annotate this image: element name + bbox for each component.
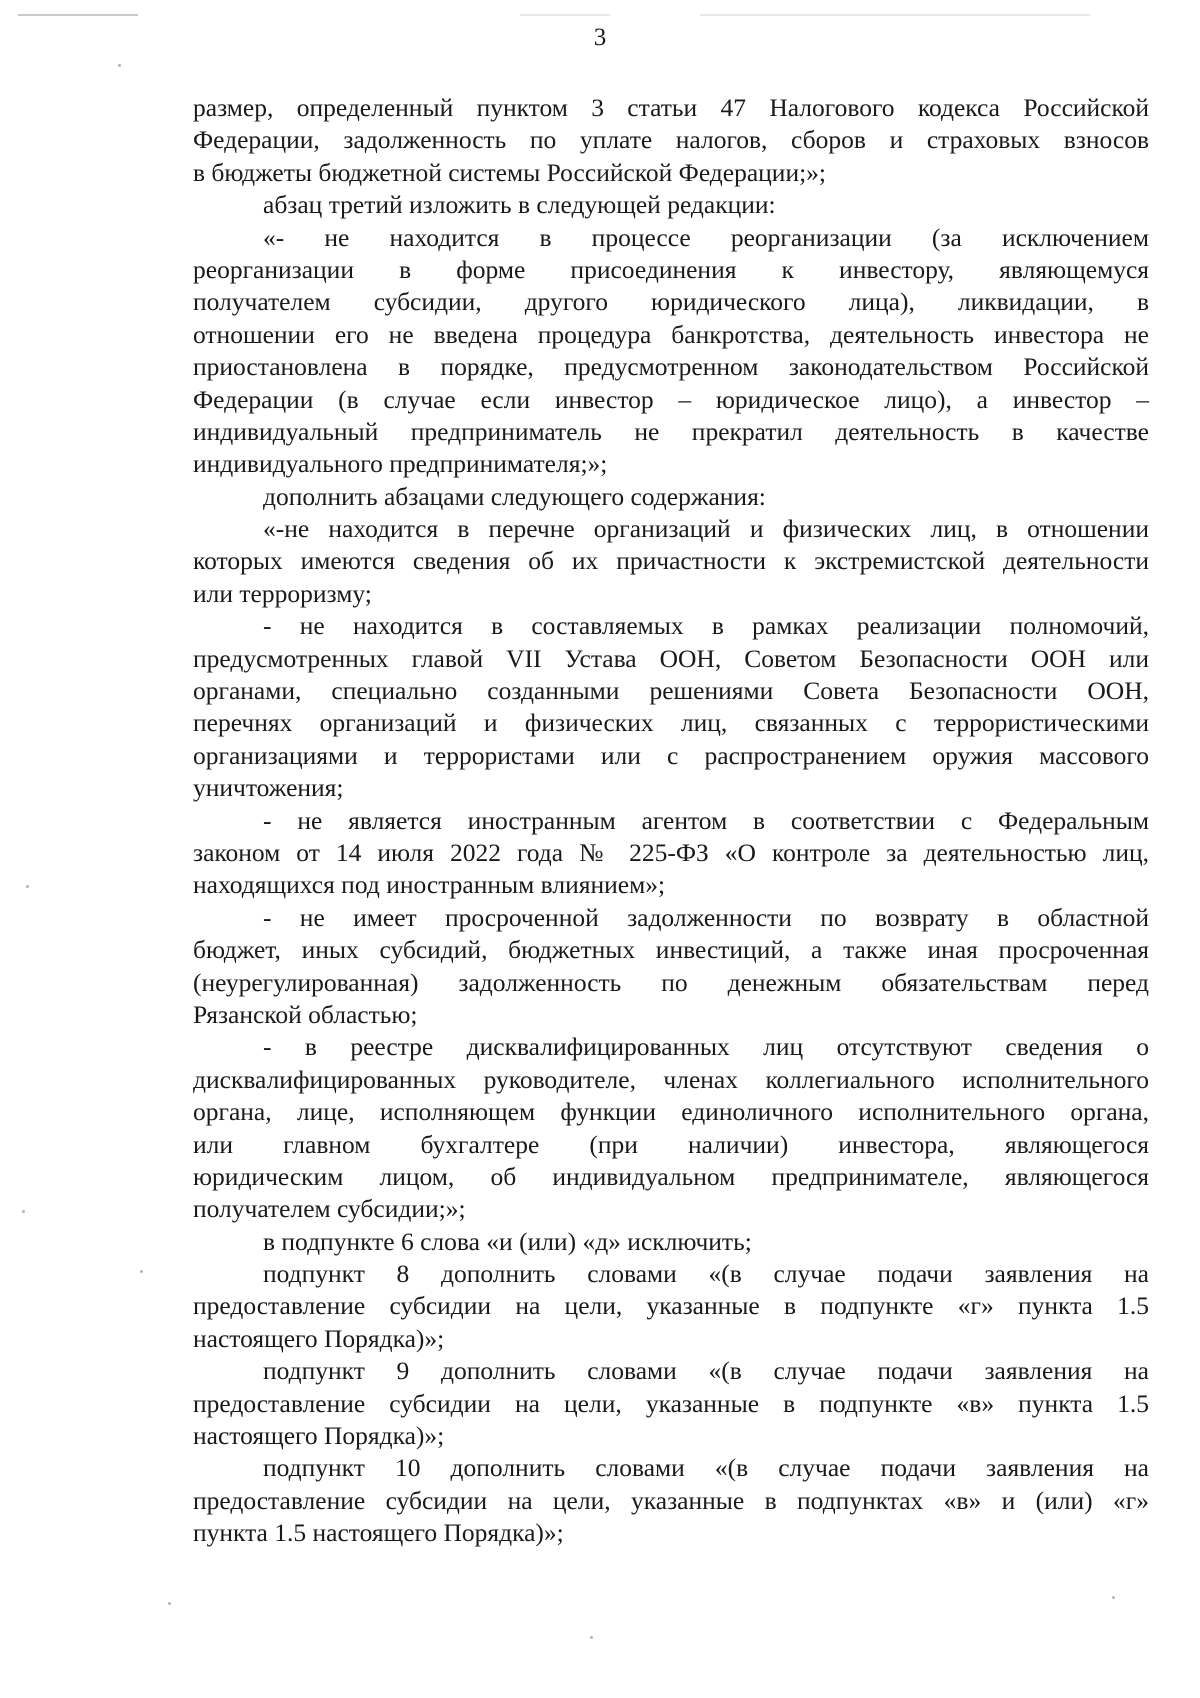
text-line: которых имеются сведения об их причастности к экстремистской деятельности [193,546,1149,576]
scan-artifact [700,14,1090,16]
text-line: законом от 14 июля 2022 года № 225-ФЗ «О контроле за деятельностью лиц, [193,837,1149,867]
text-line: реорганизации в форме присоединения к инвестору, являющемуся [193,254,1149,284]
text-line: Федерации (в случае если инвестор – юридическое лицо), а инвестор – [193,384,1149,414]
text-line: или главном бухгалтере (при наличии) инвестора, являющегося [193,1129,1149,1159]
scan-speck [590,1636,593,1639]
text-line: индивидуальный предприниматель не прекратил деятельность в качестве [193,416,1149,446]
scan-speck [140,1270,143,1273]
scan-artifact [18,14,138,16]
text-line: настоящего Порядка)»; [193,1323,445,1353]
text-line: дополнить абзацами следующего содержания: [263,481,766,511]
text-line: приостановлена в порядке, предусмотренном законодательством Российской [193,352,1149,382]
scan-speck [118,64,121,67]
text-line: подпункт 8 дополнить словами «(в случае подачи заявления на [263,1259,1149,1289]
text-line: предусмотренных главой VII Устава ООН, Советом Безопасности ООН или [193,643,1149,673]
text-line: - не является иностранным агентом в соответствии с Федеральным [263,805,1149,835]
text-line: настоящего Порядка)»; [193,1421,445,1451]
text-line: органами, специально созданными решениями Совета Безопасности ООН, [193,676,1149,706]
text-line: «- не находится в процессе реорганизации (за исключением [263,222,1149,252]
text-line: «-не находится в перечне организаций и физических лиц, в отношении [263,514,1149,544]
text-line: перечнях организаций и физических лиц, связанных с террористическими [193,708,1149,738]
text-line: подпункт 10 дополнить словами «(в случае подачи заявления на [263,1453,1149,1483]
text-line: дисквалифицированных руководителе, членах коллегиального исполнительного [193,1064,1149,1094]
text-line: предоставление субсидии на цели, указанные в подпунктах «в» и (или) «г» [193,1485,1149,1515]
text-line: пункта 1.5 настоящего Порядка)»; [193,1518,564,1548]
text-line: абзац третий изложить в следующей редакции: [263,190,776,220]
page-number: 3 [593,24,607,51]
text-line: находящихся под иностранным влиянием»; [193,870,666,900]
text-line: (неурегулированная) задолженность по денежным обязательствам перед [193,967,1149,997]
text-line: организациями и террористами или с распространением оружия массового [193,740,1149,770]
text-line: уничтожения; [193,773,344,803]
text-line: отношении его не введена процедура банкротства, деятельность инвестора не [193,319,1149,349]
text-line: размер, определенный пунктом 3 статьи 47 Налогового кодекса Российской [193,93,1149,122]
text-line: предоставление субсидии на цели, указанные в подпункте «в» пункта 1.5 [193,1388,1149,1418]
text-line: получателем субсидии, другого юридического лица), ликвидации, в [193,287,1149,317]
text-line: получателем субсидии;»; [193,1194,466,1224]
text-line: бюджет, иных субсидий, бюджетных инвестиций, а также иная просроченная [193,935,1149,965]
scan-speck [168,1602,171,1605]
text-line: в бюджеты бюджетной системы Российской Федерации;»; [193,157,827,187]
text-line: Рязанской областью; [193,999,418,1029]
text-line: Федерации, задолженность по уплате налогов, сборов и страховых взносов [193,125,1149,155]
text-line: индивидуального предпринимателя;»; [193,449,608,479]
scan-speck [26,885,29,888]
text-line: - не имеет просроченной задолженности по возврату в областной [263,902,1149,932]
text-line: или терроризму; [193,578,372,608]
text-line: - в реестре дисквалифицированных лиц отсутствуют сведения о [263,1032,1149,1062]
text-line: - не находится в составляемых в рамках реализации полномочий, [263,611,1149,641]
scan-speck [1112,1596,1115,1599]
text-line: юридическим лицом, об индивидуальном предпринимателе, являющегося [193,1161,1149,1191]
document-body [193,92,1149,1550]
scan-speck [22,1210,25,1213]
text-line: предоставление субсидии на цели, указанные в подпункте «г» пункта 1.5 [193,1291,1149,1321]
text-line: подпункт 9 дополнить словами «(в случае подачи заявления на [263,1356,1149,1386]
text-line: органа, лице, исполняющем функции единоличного исполнительного органа, [193,1097,1149,1127]
scan-artifact [520,14,610,16]
text-line: в подпункте 6 слова «и (или) «д» исключить; [263,1226,752,1256]
